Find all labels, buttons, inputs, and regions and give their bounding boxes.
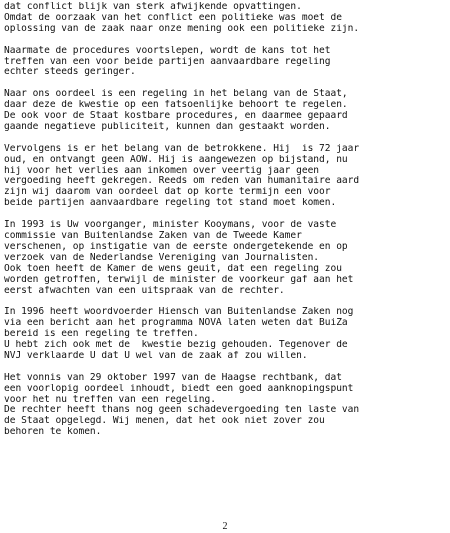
- text-line: gaande negatieve publiciteit, kunnen dan gestaakt worden.: [4, 121, 331, 132]
- letter-body: [4, 2, 448, 449]
- text-line: De rechter heeft thans nog geen schadevergoeding ten laste van: [4, 405, 360, 416]
- text-line: dat conflict blijk van sterk afwijkende opvattingen.: [4, 2, 302, 12]
- text-line: In 1993 is Uw voorganger, minister Kooymans, voor de vaste: [4, 220, 337, 231]
- text-line: vergoeding heeft gekregen. Reeds om reden van humanitaire aard: [4, 176, 360, 187]
- text-line: verzoek van de Nederlandse Vereniging van Journalisten.: [4, 252, 320, 263]
- paragraph: [4, 373, 448, 438]
- text-line: Naarmate de procedures voortslepen, wordt de kans tot het: [4, 45, 331, 56]
- text-line: daar deze de kwestie op een fatsoenlijke behoort te regelen.: [4, 100, 348, 111]
- text-line: behoren te komen.: [4, 427, 102, 438]
- text-line: oplossing van de zaak naar onze mening ook een politieke zijn.: [4, 23, 360, 34]
- text-line: voor het nu treffen van een regeling.: [4, 394, 216, 405]
- paragraph: [4, 46, 448, 79]
- paragraph: [4, 89, 448, 133]
- text-line: Omdat de oorzaak van het conflict een politieke was moet de: [4, 12, 342, 23]
- paragraph: [4, 2, 448, 35]
- text-line: eerst afwachten van een uitspraak van de rechter.: [4, 285, 285, 296]
- text-line: verschenen, op instigatie van de eerste ondergetekende en op: [4, 241, 348, 252]
- text-line: Vervolgens is er het belang van de betrokkene. Hij is 72 jaar: [4, 143, 360, 154]
- text-line: een voorlopig oordeel inhoudt, biedt een goed aanknopingspunt: [4, 383, 354, 394]
- text-line: treffen van een voor beide partijen aanvaardbare regeling: [4, 56, 331, 67]
- text-line: zijn wij daarom van oordeel dat op korte termijn een voor: [4, 187, 331, 198]
- text-line: In 1996 heeft woordvoerder Hiensch van Buitenlandse Zaken nog: [4, 307, 354, 318]
- text-line: oud, en ontvangt geen AOW. Hij is aangewezen op bijstand, nu: [4, 154, 348, 165]
- text-line: Naar ons oordeel is een regeling in het belang van de Staat,: [4, 89, 348, 100]
- page-number: 2: [222, 521, 228, 532]
- text-line: NVJ verklaarde U dat U wel van de zaak af zou willen.: [4, 350, 308, 361]
- text-line: echter steeds geringer.: [4, 67, 136, 78]
- text-line: Het vonnis van 29 oktober 1997 van de Haagse rechtbank, dat: [4, 372, 342, 383]
- text-line: De ook voor de Staat kostbare procedures, en daarmee gepaard: [4, 111, 348, 122]
- text-line: bereid is een regeling te treffen.: [4, 329, 199, 340]
- text-line: via een bericht aan het programma NOVA laten weten dat BuiZa: [4, 318, 348, 329]
- text-line: U hebt zich ook met de kwestie bezig gehouden. Tegenover de: [4, 340, 348, 351]
- text-line: de Staat opgelegd. Wij menen, dat het ook niet zover zou: [4, 416, 325, 427]
- text-line: Ook toen heeft de Kamer de wens geuit, dat een regeling zou: [4, 263, 342, 274]
- text-line: worden getroffen, terwijl de minister de voorkeur gaf aan het: [4, 274, 354, 285]
- text-line: commissie van Buitenlandse Zaken van de Tweede Kamer: [4, 230, 302, 241]
- text-line: hij voor het verlies aan inkomen over veertig jaar geen: [4, 165, 320, 176]
- paragraph: [4, 220, 448, 296]
- text-line: beide partijen aanvaardbare regeling tot stand moet komen.: [4, 198, 337, 209]
- paragraph: [4, 307, 448, 362]
- paragraph: [4, 144, 448, 209]
